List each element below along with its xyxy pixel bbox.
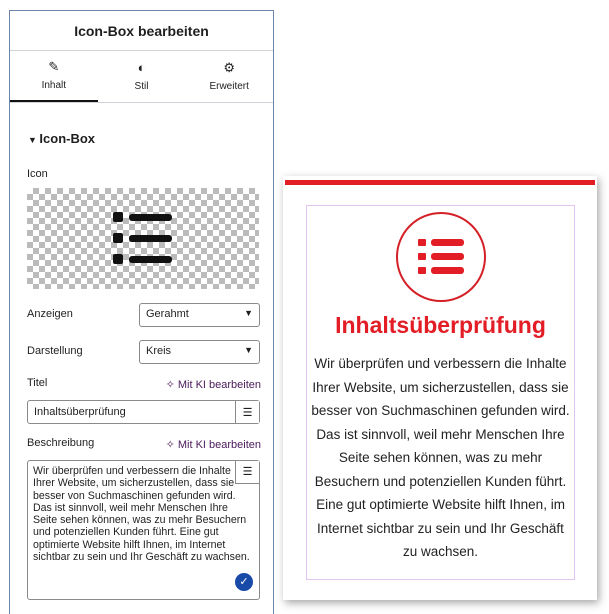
preview-title: Inhaltsüberprüfung xyxy=(335,312,546,338)
dynamic-tags-icon[interactable]: ☰ xyxy=(235,401,259,423)
icon-picker[interactable] xyxy=(27,188,259,289)
icon-box-preview xyxy=(283,176,597,600)
sparkle-icon: ✧ xyxy=(165,379,178,391)
icon-box-content xyxy=(306,205,575,580)
tab-label: Inhalt xyxy=(41,80,67,91)
icon-label: Icon xyxy=(27,168,48,180)
beschreibung-label: Beschreibung xyxy=(27,437,95,449)
section-title: Icon-Box xyxy=(39,131,96,146)
select-value: Gerahmt xyxy=(146,308,189,320)
titel-input[interactable] xyxy=(27,400,260,424)
ai-edit-description-button[interactable] xyxy=(166,438,261,451)
darstellung-select[interactable] xyxy=(139,340,260,364)
chevron-down-icon: ▼ xyxy=(244,308,253,318)
tab-label: Stil xyxy=(134,81,149,92)
panel-title: Icon-Box bearbeiten xyxy=(10,11,273,51)
accent-bar xyxy=(285,180,595,185)
tab-stil[interactable] xyxy=(98,51,186,102)
anzeigen-select[interactable] xyxy=(139,303,260,327)
ai-edit-label: Mit KI bearbeiten xyxy=(177,439,261,451)
caret-down-icon: ▼ xyxy=(28,135,40,145)
pencil-icon: ✎ xyxy=(48,59,60,74)
ai-edit-title-button[interactable] xyxy=(166,378,261,391)
anzeigen-label: Anzeigen xyxy=(27,308,73,320)
sparkle-icon: ✧ xyxy=(165,439,178,451)
tab-inhalt[interactable] xyxy=(10,51,98,102)
titel-label: Titel xyxy=(27,377,48,389)
grammar-check-icon[interactable]: ✓ xyxy=(235,573,253,591)
tab-label: Erweitert xyxy=(209,81,249,92)
gear-icon: ⚙ xyxy=(223,60,235,75)
titel-value: Inhaltsüberprüfung xyxy=(34,406,126,418)
list-icon xyxy=(418,239,464,275)
dynamic-tags-icon[interactable]: ☰ xyxy=(235,461,259,484)
darstellung-label: Darstellung xyxy=(27,345,83,357)
tab-bar xyxy=(10,51,273,103)
tab-erweitert[interactable] xyxy=(185,51,273,102)
contrast-icon: ◐ xyxy=(137,60,146,75)
preview-description: Wir überprüfen und verbessern die Inhalte Ihrer Website, um sicherzustellen, dass sie besser von Suchmaschinen gefunden wird. Das ist sinnvoll, weil mehr Menschen Ihre Seite sehen können, was zu mehr Besuchern und potenziellen Kunden führt. Eine gut optimierte Website hilft Ihnen, im Internet sichtbar zu sein und Ihr Geschäft zu wachsen. xyxy=(311,356,570,559)
list-icon xyxy=(27,188,259,289)
select-value: Kreis xyxy=(146,345,172,357)
beschreibung-value: Wir überprüfen und verbessern die Inhalte Ihrer Website, um sicherzustellen, dass sie besser von Suchmaschinen gefunden wird. Das ist sinnvoll, weil mehr Menschen Ihre Seite sehen können, was zu mehr Besuchern und potenziellen Kunden führt. Eine gut optimierte Website hilft Ihnen, im Internet sichtbar zu sein und Ihr Geschäft zu wachsen. xyxy=(33,465,250,564)
icon-frame xyxy=(396,212,486,302)
section-toggle[interactable] xyxy=(28,131,95,146)
edit-panel xyxy=(9,10,274,614)
ai-edit-label: Mit KI bearbeiten xyxy=(177,379,261,391)
beschreibung-textarea[interactable] xyxy=(27,460,260,600)
chevron-down-icon: ▼ xyxy=(244,345,253,355)
